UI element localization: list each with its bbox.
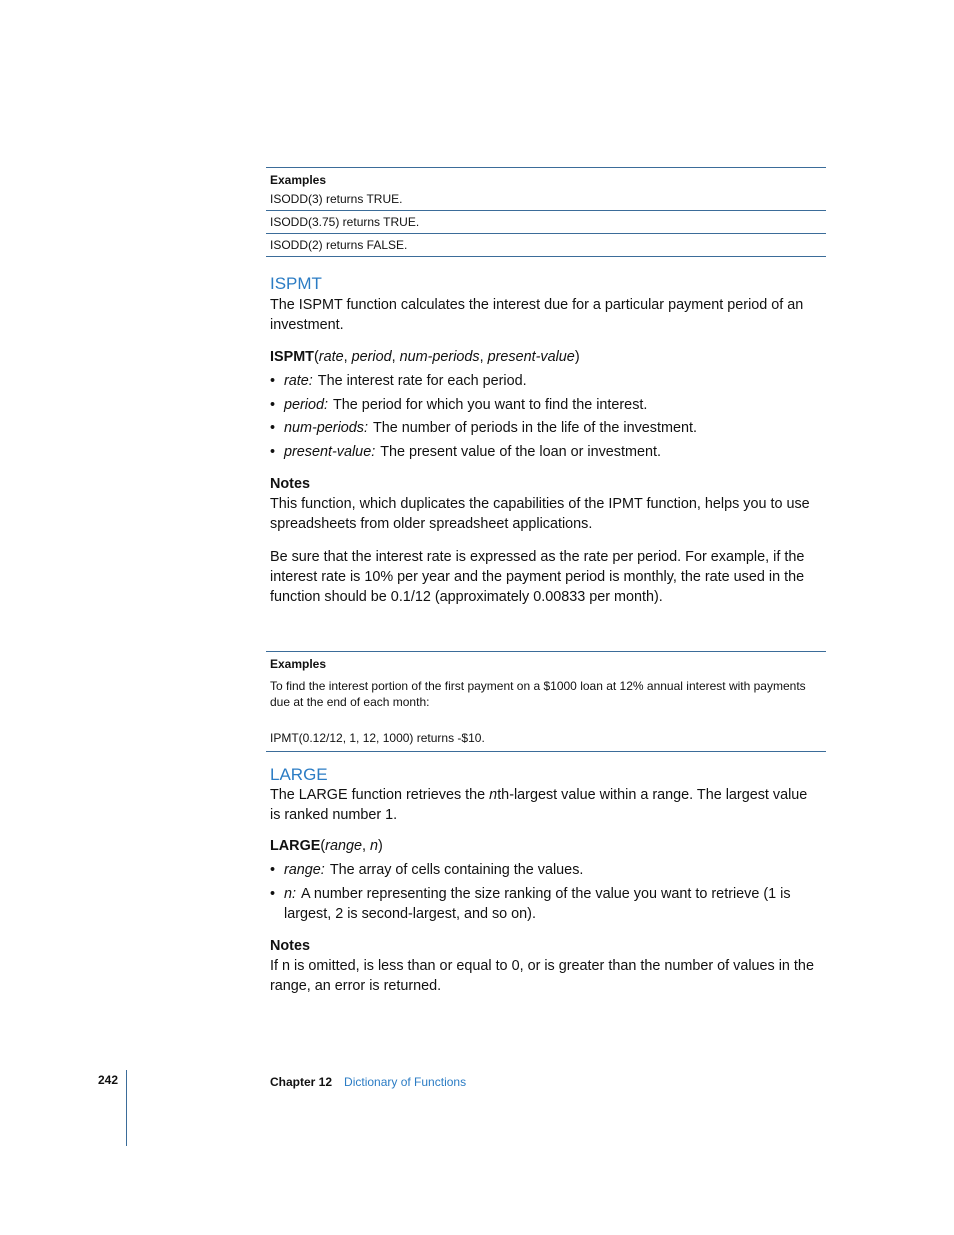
argument-item: • period: The period for which you want to find the interest. bbox=[270, 396, 648, 413]
ispmt-title: ISPMT bbox=[270, 274, 322, 293]
footer-divider bbox=[126, 1070, 127, 1146]
chapter-title: Dictionary of Functions bbox=[344, 1075, 467, 1089]
examples-heading: Examples bbox=[270, 657, 327, 671]
argument-name: period: bbox=[284, 396, 329, 413]
argument-item: • n: A number representing the size ranking of the value you want to retrieve (1 is largest, 2 is second-largest, and so on). bbox=[270, 885, 791, 922]
argument-name: rate: bbox=[284, 373, 313, 389]
examples-heading: Examples bbox=[270, 173, 327, 187]
argument-desc: The interest rate for each period. bbox=[317, 373, 527, 389]
example-row: ISODD(2) returns FALSE. bbox=[266, 234, 826, 257]
ispmt-description: The ISPMT function calculates the interest due for a particular payment period of an investment. bbox=[270, 297, 804, 333]
syntax-arg: rate bbox=[318, 349, 344, 365]
page-number: 242 bbox=[98, 1073, 119, 1087]
argument-desc: The present value of the loan or investment. bbox=[380, 443, 661, 460]
notes-heading: Notes bbox=[270, 475, 310, 492]
large-description: The LARGE function retrieves the nth-largest value within a range. The largest value is ranked number 1. bbox=[270, 787, 808, 823]
large-title: LARGE bbox=[270, 765, 328, 784]
ispmt-examples-table bbox=[266, 651, 826, 752]
argument-item: • rate: The interest rate for each period. bbox=[270, 373, 527, 389]
argument-desc: The array of cells containing the values. bbox=[329, 862, 584, 878]
syntax-arg: num-periods bbox=[399, 349, 480, 365]
large-section bbox=[270, 765, 820, 996]
notes-paragraph: Be sure that the interest rate is expressed as the rate per period. For example, if the interest rate is 10% per year and the payment period is monthly, the rate used in the function should be 0.1/12 (approximately 0.00833 per month). bbox=[270, 548, 805, 605]
argument-name: num-periods: bbox=[284, 420, 368, 436]
notes-paragraph: If n is omitted, is less than or equal to 0, or is greater than the number of values in the range, an error is returned. bbox=[270, 957, 814, 994]
argument-name: range: bbox=[284, 862, 325, 878]
example-result: IPMT(0.12/12, 1, 12, 1000) returns -$10. bbox=[266, 710, 826, 752]
syntax-arg: n bbox=[369, 838, 378, 854]
ispmt-section bbox=[270, 274, 820, 607]
syntax-function-name: ISPMT bbox=[270, 349, 314, 365]
argument-desc: The number of periods in the life of the investment. bbox=[372, 420, 697, 436]
footer-chapter-line bbox=[270, 1073, 466, 1091]
large-arguments bbox=[270, 860, 820, 924]
argument-item: • num-periods: The number of periods in the life of the investment. bbox=[270, 420, 697, 436]
argument-item: • present-value: The present value of the loan or investment. bbox=[270, 443, 661, 460]
argument-name: present-value: bbox=[284, 443, 376, 460]
argument-name: n: bbox=[284, 885, 297, 902]
syntax-arg: range bbox=[325, 838, 362, 854]
chapter-label: Chapter 12 bbox=[270, 1075, 333, 1089]
argument-desc: A number representing the size ranking of the value you want to retrieve (1 is largest, 2 is second-largest, and so on). bbox=[284, 885, 791, 922]
ispmt-arguments bbox=[270, 371, 820, 462]
example-intro: To find the interest portion of the first payment on a $1000 loan at 12% annual interest with payments due at the end of each month: bbox=[270, 679, 806, 709]
example-row: ISODD(3.75) returns TRUE. bbox=[266, 211, 826, 234]
ispmt-syntax: ISPMT(rate, period, num-periods, present-value) bbox=[270, 349, 580, 365]
syntax-arg: period bbox=[351, 349, 392, 365]
argument-item: • range: The array of cells containing the values. bbox=[270, 862, 584, 878]
notes-paragraph: This function, which duplicates the capabilities of the IPMT function, helps you to use spreadsheets from older spreadsheet applications. bbox=[270, 495, 810, 532]
notes-heading: Notes bbox=[270, 937, 310, 954]
argument-desc: The period for which you want to find the interest. bbox=[333, 396, 648, 413]
example-row: ISODD(3) returns TRUE. bbox=[266, 188, 826, 211]
syntax-function-name: LARGE bbox=[270, 838, 321, 854]
syntax-arg: present-value bbox=[487, 349, 575, 365]
large-syntax: LARGE(range, n) bbox=[270, 838, 383, 854]
isodd-examples-table bbox=[266, 167, 826, 257]
